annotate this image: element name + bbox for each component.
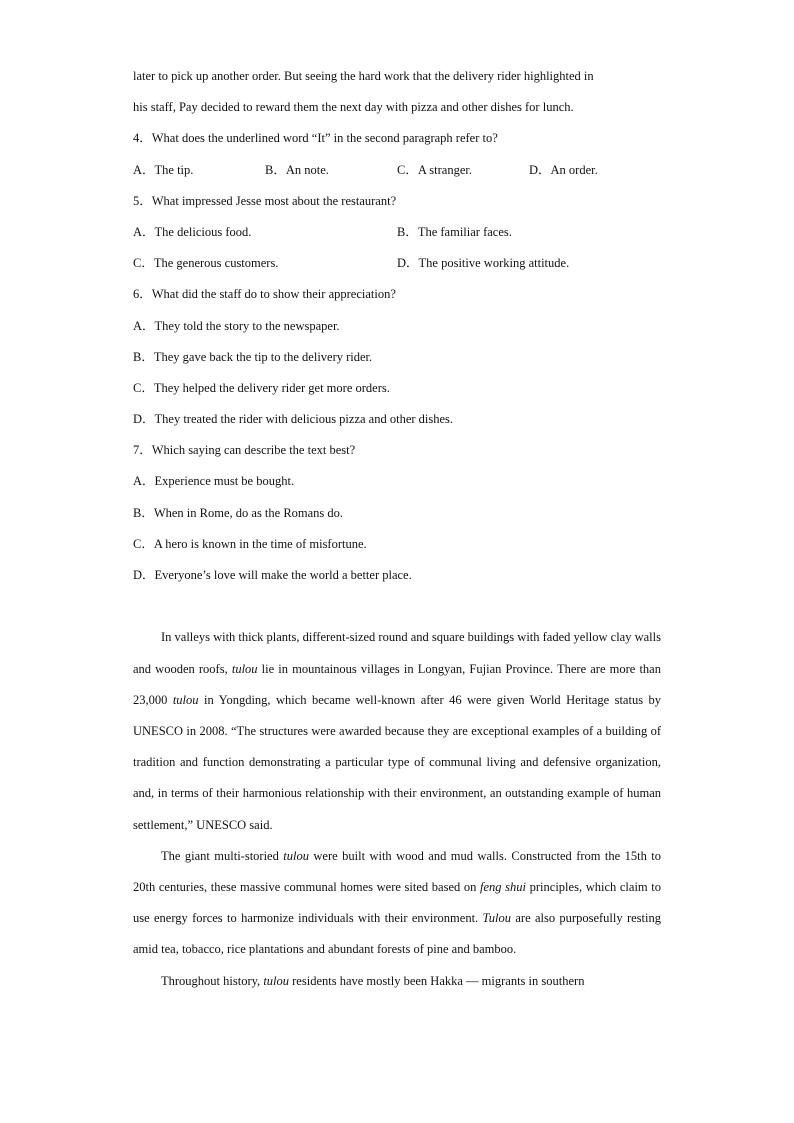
option-b[interactable]: B．They gave back the tip to the delivery rider. [133, 349, 373, 364]
text-run: are also purposefully resting amid tea, tobacco, rice plantations and abundant forests of pine and bamboo. [133, 911, 661, 957]
question-stem: 4．What does the underlined word “It” in the second paragraph refer to? [133, 131, 498, 146]
option-d[interactable]: D．An order. [529, 162, 598, 177]
text-run: principles, which claim to use energy forces to harmonize individuals with their environment. [133, 880, 662, 926]
text-run: residents have mostly been Hakka — migrants in southern [289, 973, 585, 988]
italic-term: tulou [263, 973, 290, 988]
text-run: The giant multi-storied [161, 848, 284, 863]
text-run: lie in mountainous villages in Longyan, Fujian Province. There are more than 23,000 [133, 661, 661, 707]
text-run: In valleys with thick plants, different-sized round and square buildings with faded yellow clay walls and wooden roofs, [133, 630, 661, 676]
text-line: his staff, Pay decided to reward them the next day with pizza and other dishes for lunch. [133, 100, 574, 115]
option-b[interactable]: B．When in Rome, do as the Romans do. [133, 505, 344, 520]
text-run: were built with wood and mud walls. Constructed from the 15th to 20th centuries, these massive communal homes were sited based on [133, 848, 661, 894]
document-page [133, 61, 661, 997]
options-row [133, 248, 661, 279]
option-c[interactable]: C．They helped the delivery rider get more orders. [133, 380, 390, 395]
option-b[interactable]: B．An note. [265, 162, 329, 177]
italic-term: tulou [283, 848, 309, 863]
question-5 [133, 186, 661, 280]
options-row [133, 217, 661, 248]
option-b[interactable]: B．The familiar faces. [397, 224, 512, 239]
option-c[interactable]: C．The generous customers. [133, 256, 279, 271]
italic-term: Tulou [482, 911, 512, 926]
italic-term: tulou [172, 692, 199, 707]
option-a[interactable]: A．Experience must be bought. [133, 474, 295, 489]
text-run: in Yongding, which became well-known after 46 were given World Heritage status by UNESCO in 2008. “The structures were awarded because they are exceptional examples of a building of tradition and function demonstrating a particular type of communal living and defensive organization, and, in terms of their harmonious relationship with their environment, an outstanding example of human settlement,” UNESCO said. [133, 692, 662, 832]
option-a[interactable]: A．They told the story to the newspaper. [133, 318, 340, 333]
option-c[interactable]: C．A hero is known in the time of misfortune. [133, 536, 367, 551]
option-d[interactable]: D．The positive working attitude. [397, 256, 570, 271]
question-7 [133, 435, 661, 591]
text-line: later to pick up another order. But seeing the hard work that the delivery rider highlighted in [133, 69, 594, 83]
question-6 [133, 279, 661, 435]
passage-paragraph-1 [133, 622, 661, 840]
section-gap [133, 591, 661, 622]
continuation-text [133, 61, 661, 123]
option-d[interactable]: D．They treated the rider with delicious pizza and other dishes. [133, 412, 454, 427]
options-row [133, 155, 661, 186]
question-stem: 6．What did the staff do to show their appreciation? [133, 287, 396, 302]
option-a[interactable]: A．The tip. [133, 162, 194, 177]
italic-term: tulou [231, 661, 258, 676]
option-c[interactable]: C．A stranger. [397, 162, 472, 177]
italic-term: feng shui [480, 880, 527, 894]
question-stem: 7．Which saying can describe the text best? [133, 443, 356, 458]
option-a[interactable]: A．The delicious food. [133, 224, 252, 239]
passage-paragraph-2 [133, 841, 661, 966]
option-d[interactable]: D．Everyone’s love will make the world a better place. [133, 568, 412, 582]
question-stem: 5．What impressed Jesse most about the restaurant? [133, 193, 397, 208]
passage-paragraph-3 [133, 966, 661, 997]
text-run: Throughout history, [161, 973, 264, 988]
question-4 [133, 123, 661, 185]
